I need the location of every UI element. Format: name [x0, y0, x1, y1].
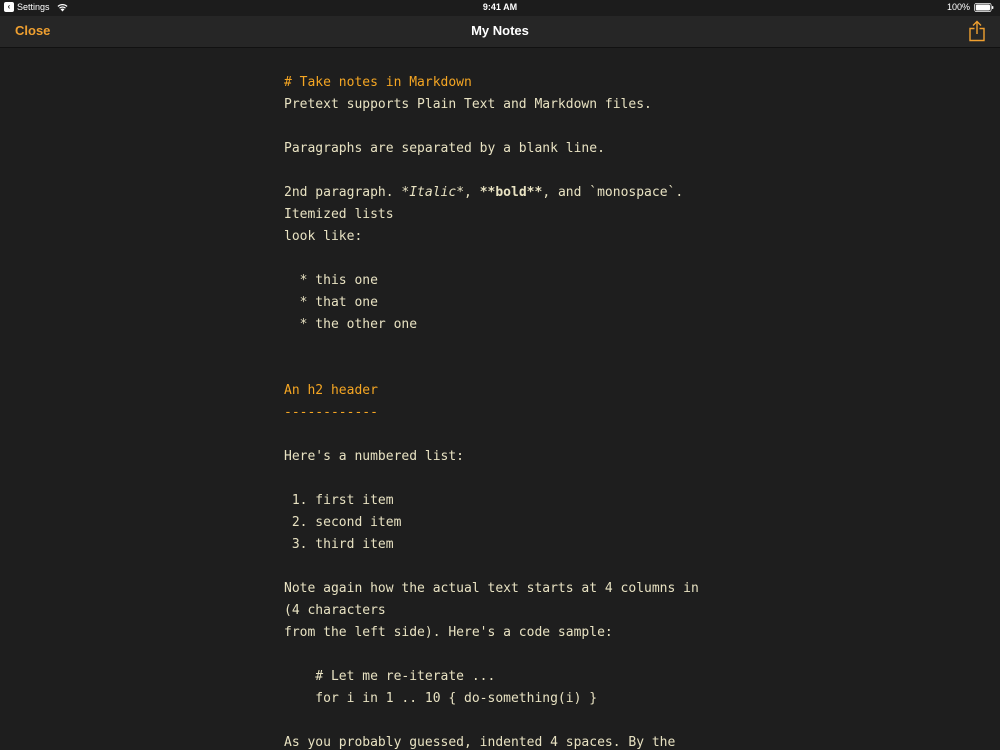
plain-text: , and `monospace`.	[542, 185, 684, 200]
markdown-h1: # Take notes in Markdown	[284, 75, 472, 90]
note-line: from the left side). Here's a code sample:	[284, 625, 613, 640]
plain-text: ,	[464, 185, 480, 200]
code-line: # Let me re-iterate ...	[284, 669, 496, 684]
markdown-h2: An h2 header	[284, 383, 378, 398]
close-button[interactable]: Close	[15, 23, 51, 38]
note-line: As you probably guessed, indented 4 spaces. By the	[284, 735, 676, 750]
numbered-item: 3. third item	[284, 537, 394, 552]
note-line: Here's a numbered list:	[284, 449, 465, 464]
status-time: 9:41 AM	[482, 2, 518, 12]
battery-percent: 100%	[946, 2, 970, 12]
numbered-item: 1. first item	[284, 493, 394, 508]
battery-icon	[974, 3, 994, 12]
back-arrow-icon: ‹	[4, 2, 14, 12]
numbered-item: 2. second item	[284, 515, 402, 530]
navigation-bar	[0, 16, 1000, 48]
markdown-h2-underline: ------------	[284, 405, 378, 420]
bold-text: **bold**	[479, 185, 543, 200]
note-line: Pretext supports Plain Text and Markdown files.	[284, 97, 652, 112]
note-line-formatting	[284, 182, 683, 204]
note-line: Paragraphs are separated by a blank line.	[284, 141, 605, 156]
status-bar	[0, 0, 1000, 16]
bullet-item: * the other one	[284, 317, 418, 332]
page-title: My Notes	[471, 23, 529, 38]
battery-status	[947, 2, 994, 12]
back-app-label: Settings	[17, 2, 50, 12]
share-icon[interactable]	[968, 20, 986, 42]
code-line: for i in 1 .. 10 { do-something(i) }	[284, 691, 598, 706]
italic-text: *Italic*	[401, 185, 465, 200]
note-line: Itemized lists	[284, 207, 394, 222]
plain-text: 2nd paragraph.	[284, 185, 402, 200]
note-line: look like:	[284, 229, 363, 244]
note-line: Note again how the actual text starts at 4 columns in	[284, 581, 699, 596]
note-line: (4 characters	[284, 603, 386, 618]
bullet-item: * this one	[284, 273, 378, 288]
bullet-item: * that one	[284, 295, 378, 310]
note-editor[interactable]	[0, 48, 1000, 750]
